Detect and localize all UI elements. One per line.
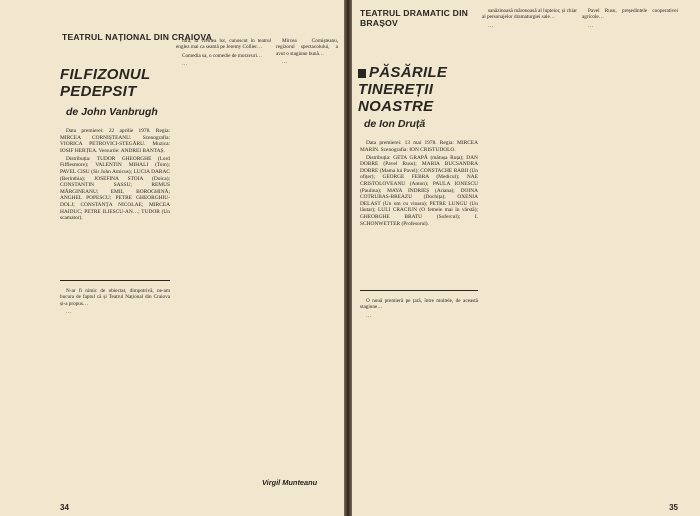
body-paragraph: … [66, 309, 72, 316]
body-paragraph: … [282, 59, 288, 66]
left-signature: Virgil Munteanu [262, 478, 318, 487]
body-paragraph: … [366, 312, 372, 319]
right-body-column-1 [482, 8, 577, 508]
body-paragraph: … [588, 22, 594, 29]
body-paragraph: tura, la vremea lor, cunoscut în teatrul englez mai ca seamă pe Jeremy Collier… [176, 38, 271, 51]
body-paragraph: Comedia sa, o comedie de moravuri… [182, 52, 263, 59]
right-credits [360, 140, 478, 290]
left-credits [60, 128, 170, 278]
body-paragraph: … [182, 61, 188, 68]
left-credits-para: Data premierei: 22 aprilie 1978. Regia: MIRCEA CORNIȘTEANU. Scenografia: VIORICA PETROVICI-STEGĂRU. Muzica: IOSIF HERȚEA. Versurile: ANDREI BANTAȘ. [60, 128, 170, 154]
left-theatre-heading: TEATRUL NAȚIONAL DIN CRAIOVA [62, 32, 213, 42]
left-body-column-3 [276, 38, 338, 458]
body-paragraph: Mircea Cornișteanu, regizorul spectacolului, a avut o stagiune bună… [276, 38, 338, 57]
right-credits-para: Data premierei: 13 mai 1978. Regia: MIRCEA MARIN. Scenografia: ION CRISTUDOLO. [360, 140, 478, 153]
left-page-number: 34 [60, 503, 69, 512]
right-page-number: 35 [669, 503, 678, 512]
left-body-column-2 [176, 38, 271, 508]
square-bullet-icon [358, 69, 366, 78]
body-paragraph: O nouă premieră pe țară, între multele, de aceastǎ stagiune… [360, 298, 478, 311]
right-author-line: de Ion Druță [364, 118, 426, 130]
spine-gutter [344, 0, 352, 516]
right-theatre-heading: TEATRUL DRAMATIC DIN BRAȘOV [360, 8, 469, 28]
body-paragraph: sanăzinoasă măronoasă al lupteior, și chiar al personajelor dramaturgiei sale… [482, 8, 577, 21]
right-credits-para: Distribuția: GETA GRAPĂ (mătușa Ruța); DAN DOBRE (Pavel Rusu); MARIA BUCSANDRA DOBRE (Mama lui Pavel); CONSTACHE BABII (Un ofițer); GEORGE FEBRA (Medicul); NAE CRISTOLOVEANU (Anton); PAULA IONESCU (Paulina); MAYA INDRIEȘ (Ariana); DOINA COTRUBAS-BREAZU (Dochița); OXENIA DELAST (Un om cu vioara); PETRE LUNGU (Un lăutar); LULI CRACIUN (O femeie mai în vârstă); GHEORGHE BRATU (Sofercul); I. SCHONWETTER (Profesorul). [360, 154, 478, 227]
right-page [352, 0, 700, 516]
left-author-line: de John Vanbrugh [66, 106, 158, 118]
body-paragraph: … [488, 22, 494, 29]
body-paragraph: Pavel Rusu, președintele cooperativei agricole… [582, 8, 678, 21]
left-credits-para: Distribuția: TUDOR GHEORGHE (Lord Fifflesmore); VALENTIN MIHALI (Tom); PAVEL CISU (Sir John Amicus); LUCIA DARAC (Berinthia); JOSEFINA STOIA (Doica); CONSTANTIN SASSU; REMUS MĂRGINEANU; EMIL BOROGHINĂ; ANGHEL POPESCU; PETRE GHEORGHIU-DOLJ; CONSTANȚA NICOLAE; MIRCEA HAIDUC; PETRE ILIESCU-AN…; TUDOR (Un scamator). [60, 155, 170, 222]
right-play-title-text: PĂSĂRILE TINEREȚII NOASTRE [358, 64, 448, 115]
body-paragraph: N-ar fi nimic de obiectat, dimpotrivă, ne-am bucura de faptul că și Teatrul Național din Craiova și-a propus… [60, 288, 170, 307]
left-credits-divider [60, 280, 170, 281]
right-credits-divider [360, 290, 478, 291]
right-body-column-3 [582, 8, 678, 488]
left-page [0, 0, 344, 516]
right-body-column-2 [360, 298, 478, 508]
left-play-title: FILFIZONUL PEDEPSIT [60, 66, 151, 100]
left-body-column-1 [60, 288, 170, 502]
right-play-title [358, 64, 498, 115]
